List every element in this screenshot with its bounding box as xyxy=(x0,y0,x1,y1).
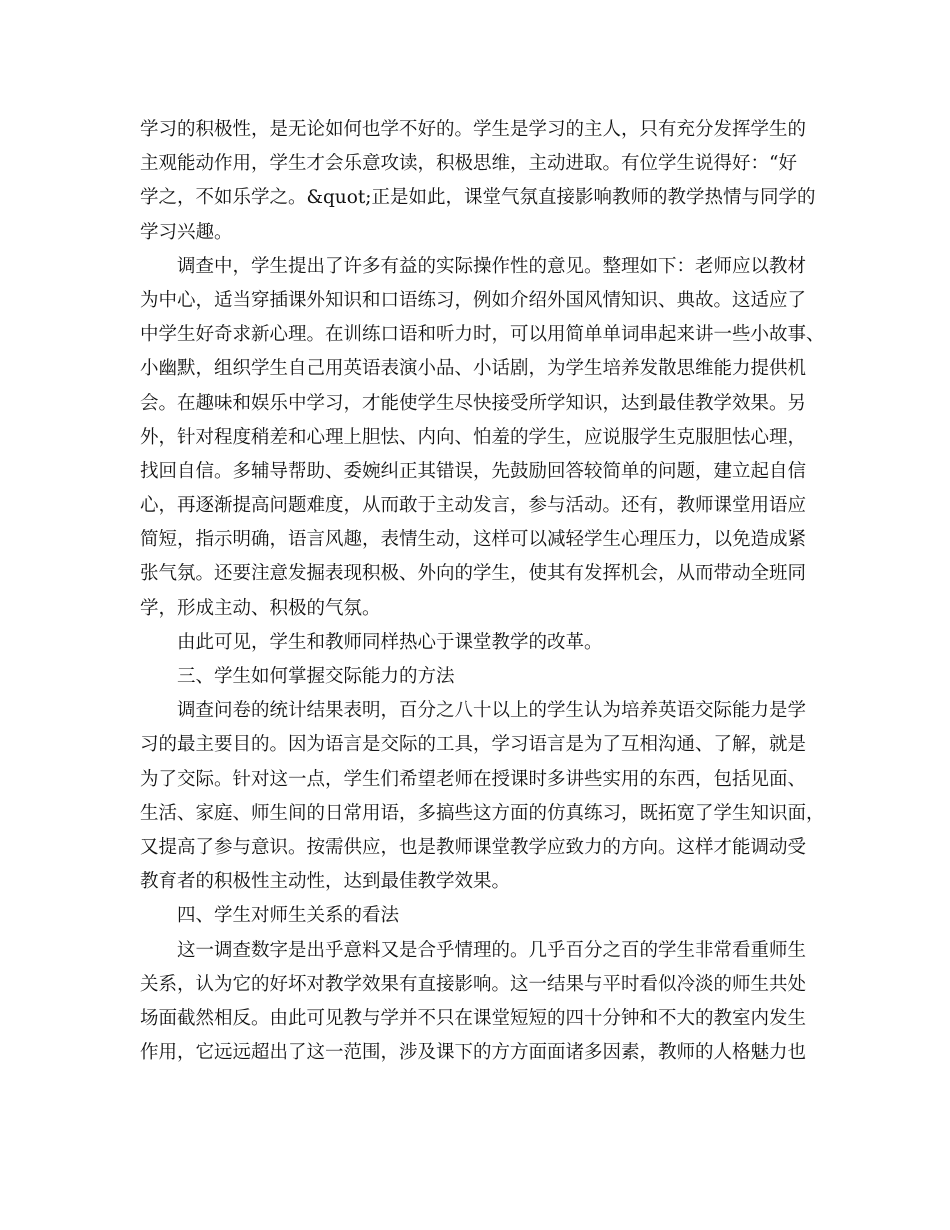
text-line: 学之，不如乐学之。&quot;正是如此，课堂气氛直接影响教师的教学热情与同学的 xyxy=(140,187,816,209)
text-line: 找回自信。多辅导帮助、委婉纠正其错误，先鼓励回答较简单的问题，建立起自信 xyxy=(140,460,807,482)
text-line: 心，再逐渐提高问题难度，从而敢于主动发言，参与活动。还有，教师课堂用语应 xyxy=(140,495,807,517)
text-line: 为了交际。针对这一点，学生们希望老师在授课时多讲些实用的东西，包括见面、 xyxy=(140,768,807,790)
text-line: 关系，认为它的好坏对教学效果有直接影响。这一结果与平时看似冷淡的师生共处 xyxy=(140,973,807,995)
text-line: 学，形成主动、积极的气氛。 xyxy=(140,597,381,619)
text-line: 小幽默，组织学生自己用英语表演小品、小话剧，为学生培养发散思维能力提供机 xyxy=(140,358,807,380)
text-line: 学习兴趣。 xyxy=(140,221,233,243)
text-line: 会。在趣味和娱乐中学习，才能使学生尽快接受所学知识，达到最佳教学效果。另 xyxy=(140,392,807,414)
text-line: 四、学生对师生关系的看法 xyxy=(177,905,400,927)
text-line: 又提高了参与意识。按需供应，也是教师课堂教学应致力的方向。这样才能调动受 xyxy=(140,836,807,858)
text-line: 学习的积极性，是无论如何也学不好的。学生是学习的主人，只有充分发挥学生的 xyxy=(140,119,807,140)
text-line: 中学生好奇求新心理。在训练口语和听力时，可以用简单单词串起来讲一些小故事、 xyxy=(140,324,825,346)
document-body xyxy=(140,113,825,1070)
text-line: 由此可见，学生和教师同样热心于课堂教学的改革。 xyxy=(177,631,603,653)
text-line: 教育者的积极性主动性，达到最佳教学效果。 xyxy=(140,871,511,893)
text-line: 作用，它远远超出了这一范围，涉及课下的方方面面诸多因素，教师的人格魅力也 xyxy=(140,1042,807,1064)
text-line: 调查问卷的统计结果表明，百分之八十以上的学生认为培养英语交际能力是学 xyxy=(177,700,807,722)
text-line: 场面截然相反。由此可见教与学并不只在课堂短短的四十分钟和不大的教室内发生 xyxy=(140,1007,807,1029)
text-line: 生活、家庭、师生间的日常用语，多搞些这方面的仿真练习，既拓宽了学生知识面， xyxy=(140,802,825,824)
text-line: 简短，指示明确，语言风趣，表情生动，这样可以减轻学生心理压力，以免造成紧 xyxy=(140,529,807,551)
text-line: 主观能动作用，学生才会乐意攻读，积极思维，主动进取。有位学生说得好：“好 xyxy=(140,153,797,175)
text-line: 习的最主要目的。因为语言是交际的工具，学习语言是为了互相沟通、了解，就是 xyxy=(140,734,807,756)
text-line: 张气氛。还要注意发掘表现积极、外向的学生，使其有发挥机会，从而带动全班同 xyxy=(140,563,807,585)
text-line: 这一调查数字是出乎意料又是合乎情理的。几乎百分之百的学生非常看重师生 xyxy=(177,939,807,961)
text-line: 三、学生如何掌握交际能力的方法 xyxy=(177,666,455,687)
text-line: 调查中，学生提出了许多有益的实际操作性的意见。整理如下：老师应以教材 xyxy=(177,255,807,277)
text-line: 外，针对程度稍差和心理上胆怯、内向、怕羞的学生，应说服学生克服胆怯心理， xyxy=(140,426,807,448)
text-line: 为中心，适当穿插课外知识和口语练习，例如介绍外国风情知识、典故。这适应了 xyxy=(140,289,807,311)
